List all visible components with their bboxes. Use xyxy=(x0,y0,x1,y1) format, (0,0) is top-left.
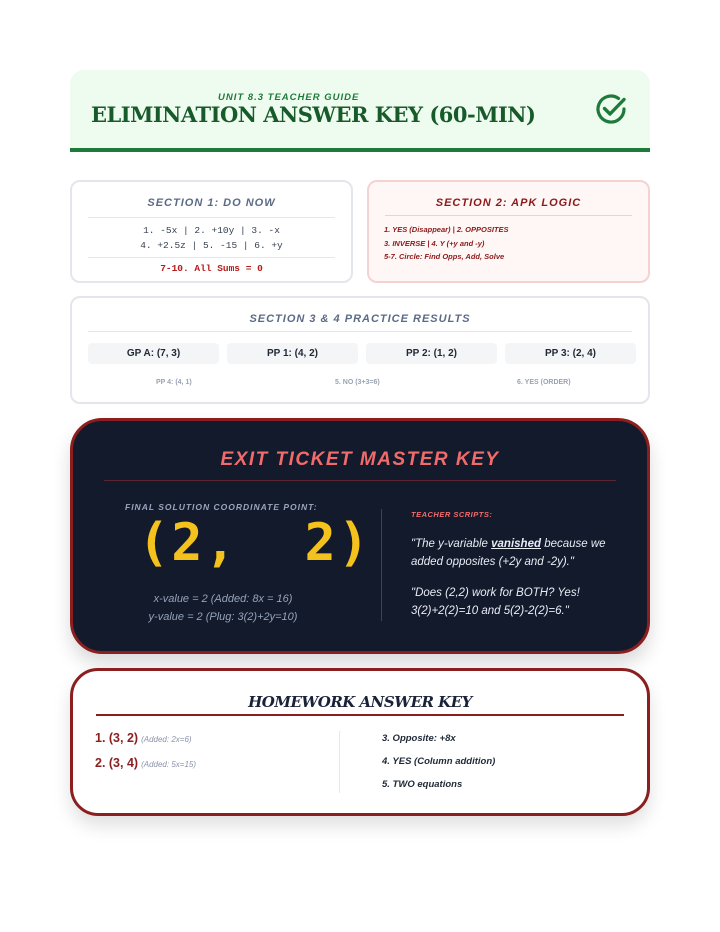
homework-answer: 5. TWO equations xyxy=(382,779,463,790)
homework-answer xyxy=(95,731,192,745)
y-value-line: y-value = 2 (Plug: 3(2)+2y=10) xyxy=(148,611,298,623)
exit-ticket-card xyxy=(70,418,650,654)
teacher-script-2: "Does (2,2) work for BOTH? Yes! 3(2)+2(2)=10 and 5(2)-2(2)=6." xyxy=(411,587,580,617)
homework-title: HOMEWORK ANSWER KEY xyxy=(248,693,472,711)
result-pill: PP 2: (1, 2) xyxy=(366,343,497,364)
result-pill: PP 3: (2, 4) xyxy=(505,343,636,364)
divider xyxy=(88,331,632,332)
result-pill: PP 1: (4, 2) xyxy=(227,343,358,364)
script-emphasis: vanished xyxy=(491,538,541,550)
guide-subtitle: UNIT 8.3 TEACHER GUIDE xyxy=(218,92,360,103)
divider xyxy=(96,714,624,716)
header-banner xyxy=(70,70,650,152)
do-now-line: 1. -5x | 2. +10y | 3. -x xyxy=(143,225,280,236)
small-result: 5. NO (3+3=6) xyxy=(335,379,380,386)
section-2-title: SECTION 2: APK LOGIC xyxy=(435,197,582,209)
apk-item: 5-7. Circle: Find Opps, Add, Solve xyxy=(384,252,505,261)
solution-coordinate: (2, 2) xyxy=(138,513,372,573)
practice-results xyxy=(88,343,636,364)
answer-note: (Added: 5x=15) xyxy=(141,760,197,769)
homework-answer: 4. YES (Column addition) xyxy=(382,756,496,767)
teacher-script-1 xyxy=(411,535,621,571)
check-circle-icon xyxy=(594,92,628,126)
vertical-divider xyxy=(339,731,340,793)
section-3-title: SECTION 3 & 4 PRACTICE RESULTS xyxy=(249,313,471,325)
homework-card xyxy=(70,668,650,816)
homework-answer: 3. Opposite: +8x xyxy=(382,733,456,744)
section-3-card xyxy=(70,296,650,404)
divider xyxy=(385,215,632,216)
page-title: ELIMINATION ANSWER KEY (60-MIN) xyxy=(91,102,536,127)
answer-text: 2. (3, 4) xyxy=(95,756,139,770)
section-1-card xyxy=(70,180,353,283)
teacher-scripts-label: TEACHER SCRIPTS: xyxy=(411,510,493,519)
script-text: "The y-variable xyxy=(411,538,492,550)
vertical-divider xyxy=(381,509,382,621)
small-result: PP 4: (4, 1) xyxy=(156,379,192,386)
divider xyxy=(88,217,335,218)
x-value-line: x-value = 2 (Added: 8x = 16) xyxy=(153,593,293,605)
final-solution-label: FINAL SOLUTION COORDINATE POINT: xyxy=(125,502,318,512)
section-2-card xyxy=(367,180,650,283)
small-result: 6. YES (ORDER) xyxy=(517,379,571,386)
answer-note: (Added: 2x=6) xyxy=(141,735,192,744)
divider xyxy=(88,257,335,258)
exit-ticket-title: EXIT TICKET MASTER KEY xyxy=(220,449,500,470)
homework-answer xyxy=(95,756,196,770)
section-1-title: SECTION 1: DO NOW xyxy=(147,197,276,209)
apk-item: 1. YES (Disappear) | 2. OPPOSITES xyxy=(384,225,509,234)
answer-text: 1. (3, 2) xyxy=(95,731,139,745)
sums-line: 7-10. All Sums = 0 xyxy=(160,263,263,274)
script-text: because we added opposites (+2y and -2y)." xyxy=(411,538,606,568)
apk-item: 3. INVERSE | 4. Y (+y and -y) xyxy=(384,238,485,248)
do-now-line: 4. +2.5z | 5. -15 | 6. +y xyxy=(140,240,283,251)
result-pill: GP A: (7, 3) xyxy=(88,343,219,364)
divider xyxy=(104,480,616,481)
